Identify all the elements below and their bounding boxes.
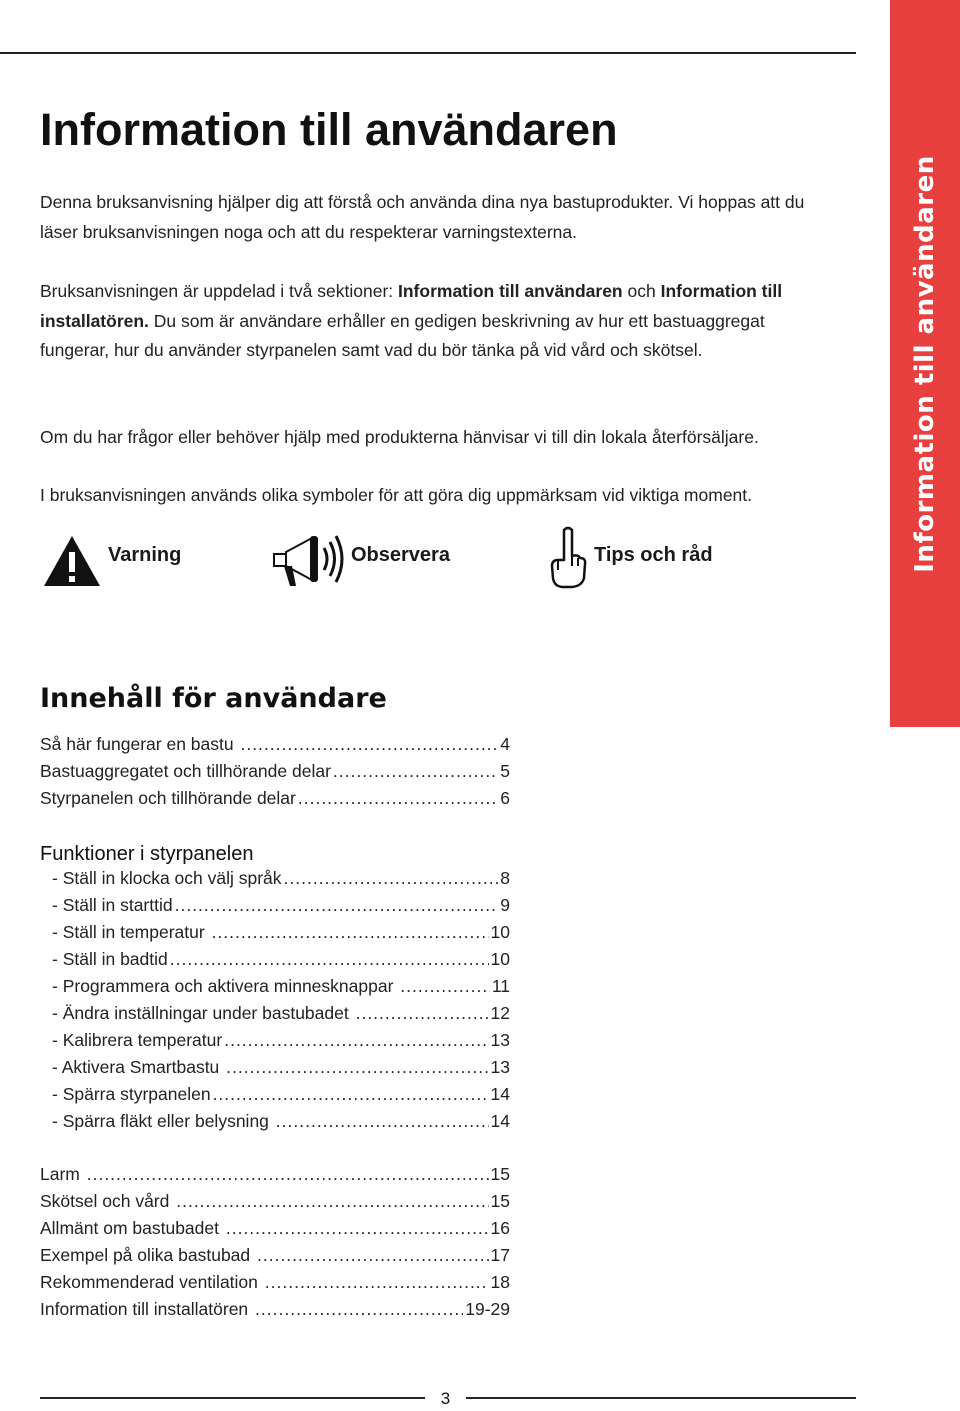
- bottom-rule-right: [466, 1397, 856, 1399]
- toc-entry: [52, 949, 510, 976]
- toc-leader-dots: [400, 976, 490, 997]
- toc-entry-label: - Kalibrera temperatur: [52, 1030, 223, 1050]
- toc-leader-dots: [240, 734, 498, 755]
- toc-entry: [52, 1084, 510, 1111]
- toc-entry-page: 14: [490, 1084, 510, 1104]
- toc-entry-page: 17: [490, 1245, 510, 1265]
- functions-heading: Funktioner i styrpanelen: [40, 843, 254, 865]
- toc-entry-label: - Programmera och aktivera minnesknappar: [52, 976, 399, 996]
- toc-entry-page: 9: [500, 895, 510, 915]
- toc-entry-label: - Ställ in starttid: [52, 895, 173, 915]
- toc-entry: [52, 1030, 510, 1057]
- toc-entry-label: Styrpanelen och tillhörande delar: [40, 788, 296, 808]
- toc-entry-page: 15: [490, 1191, 510, 1211]
- toc-entry-label: Bastuaggregatet och tillhörande delar: [40, 761, 331, 781]
- intro-paragraph-2: [40, 277, 830, 366]
- toc-entry: [52, 976, 510, 1003]
- bottom-rule-left: [40, 1397, 425, 1399]
- toc-entry-page: 8: [500, 868, 510, 888]
- symbol-observe-label: Observera: [351, 544, 450, 566]
- toc-leader-dots: [284, 868, 499, 889]
- page-title: Information till användaren: [40, 104, 618, 155]
- toc-leader-dots: [226, 1057, 488, 1078]
- symbol-legend: [40, 528, 820, 598]
- toc-entry-label: Skötsel och vård: [40, 1191, 175, 1211]
- intro-p2-text-c: och: [622, 281, 661, 301]
- intro-paragraph-1: Denna bruksanvisning hjälper dig att förstå och använda dina nya bastuprodukter. Vi hoppas att du läser bruksanvisningen noga och att du respekterar varningstexterna.: [40, 192, 805, 242]
- toc-entry: [52, 1057, 510, 1084]
- toc-entry-page: 6: [500, 788, 510, 808]
- intro-p2-text-a: Bruksanvisningen är uppdelad i två sektioner:: [40, 281, 398, 301]
- toc-leader-dots: [170, 949, 489, 970]
- toc-entry-label: Rekommenderad ventilation: [40, 1272, 263, 1292]
- intro-paragraph-4: I bruksanvisningen används olika symboler för att göra dig uppmärksam vid viktiga moment.: [40, 485, 753, 505]
- toc-entry-page: 18: [490, 1272, 510, 1292]
- toc-leader-dots: [265, 1272, 489, 1293]
- toc-entry-page: 13: [490, 1030, 510, 1050]
- toc-entry: [52, 895, 510, 922]
- toc-entry-label: - Spärra styrpanelen: [52, 1084, 211, 1104]
- toc-entry-label: - Ändra inställningar under bastubadet: [52, 1003, 354, 1023]
- toc-entry-page: 19-29: [465, 1299, 510, 1319]
- symbol-tips-label: Tips och råd: [594, 544, 713, 566]
- toc-leader-dots: [87, 1164, 489, 1185]
- pointing-hand-icon: [548, 526, 588, 590]
- toc-entry-label: - Aktivera Smartbastu: [52, 1057, 225, 1077]
- toc-entry-label: Exempel på olika bastubad: [40, 1245, 255, 1265]
- toc-leader-dots: [298, 788, 498, 809]
- toc-entry: [40, 1245, 510, 1272]
- side-tab-label: Information till användaren: [910, 154, 940, 573]
- intro-p2-installer-section: Information till installatören.: [40, 281, 783, 331]
- toc-entry-label: Information till installatören: [40, 1299, 254, 1319]
- toc-entry: [40, 788, 510, 815]
- toc-entry-page: 15: [490, 1164, 510, 1184]
- toc-entry-page: 13: [490, 1057, 510, 1077]
- megaphone-icon: [272, 530, 344, 590]
- toc-leader-dots: [176, 1191, 488, 1212]
- toc-entry-page: 4: [500, 734, 510, 754]
- toc-leader-dots: [333, 761, 498, 782]
- toc-entry: [52, 922, 510, 949]
- toc-leader-dots: [213, 1084, 489, 1105]
- intro-p2-text-e: Du som är användare erhåller en gedigen beskrivning av hur ett bastuaggregat fungerar, hur du använder styrpanelen samt vad du bör tänka på vid vård och skötsel.: [40, 310, 765, 360]
- toc-entry-label: Larm: [40, 1164, 85, 1184]
- toc-functions-list: [52, 868, 510, 1138]
- toc-entry: [52, 868, 510, 895]
- toc-leader-dots: [226, 1218, 489, 1239]
- toc-entry: [40, 1164, 510, 1191]
- page-number: 3: [440, 1389, 451, 1408]
- toc-main-list: [40, 734, 510, 815]
- toc-leader-dots: [175, 895, 499, 916]
- symbol-warning-label: Varning: [108, 544, 182, 566]
- toc-entry: [40, 1299, 510, 1326]
- toc-entry-page: 16: [490, 1218, 510, 1238]
- toc-leader-dots: [212, 922, 489, 943]
- toc-leader-dots: [255, 1299, 463, 1320]
- toc-other-list: [40, 1164, 510, 1326]
- toc-leader-dots: [356, 1003, 489, 1024]
- side-tab: [890, 0, 960, 727]
- toc-entry-label: - Spärra fläkt eller belysning: [52, 1111, 274, 1131]
- toc-leader-dots: [224, 1030, 488, 1051]
- top-rule: [0, 52, 856, 54]
- toc-entry-label: - Ställ in badtid: [52, 949, 168, 969]
- toc-entry-page: 10: [490, 922, 510, 942]
- warning-triangle-icon: [42, 534, 102, 588]
- toc-entry-label: Så här fungerar en bastu: [40, 734, 239, 754]
- toc-entry-page: 12: [490, 1003, 510, 1023]
- toc-entry: [40, 761, 510, 788]
- intro-paragraph-3: Om du har frågor eller behöver hjälp med produkterna hänvisar vi till din lokala återförsäljare.: [40, 427, 759, 447]
- toc-entry: [40, 1191, 510, 1218]
- toc-entry-label: Allmänt om bastubadet: [40, 1218, 224, 1238]
- toc-entry-label: - Ställ in temperatur: [52, 922, 210, 942]
- toc-entry: [40, 734, 510, 761]
- toc-entry: [52, 1003, 510, 1030]
- toc-entry-page: 5: [500, 761, 510, 781]
- intro-p2-user-section: Information till användaren: [398, 281, 623, 301]
- toc-entry-page: 14: [490, 1111, 510, 1131]
- toc-leader-dots: [257, 1245, 489, 1266]
- toc-leader-dots: [276, 1111, 489, 1132]
- toc-entry-page: 11: [491, 976, 510, 996]
- toc-entry: [40, 1218, 510, 1245]
- toc-entry: [40, 1272, 510, 1299]
- toc-entry-page: 10: [490, 949, 510, 969]
- toc-entry-label: - Ställ in klocka och välj språk: [52, 868, 282, 888]
- toc-entry: [52, 1111, 510, 1138]
- toc-heading: Innehåll för användare: [40, 683, 387, 714]
